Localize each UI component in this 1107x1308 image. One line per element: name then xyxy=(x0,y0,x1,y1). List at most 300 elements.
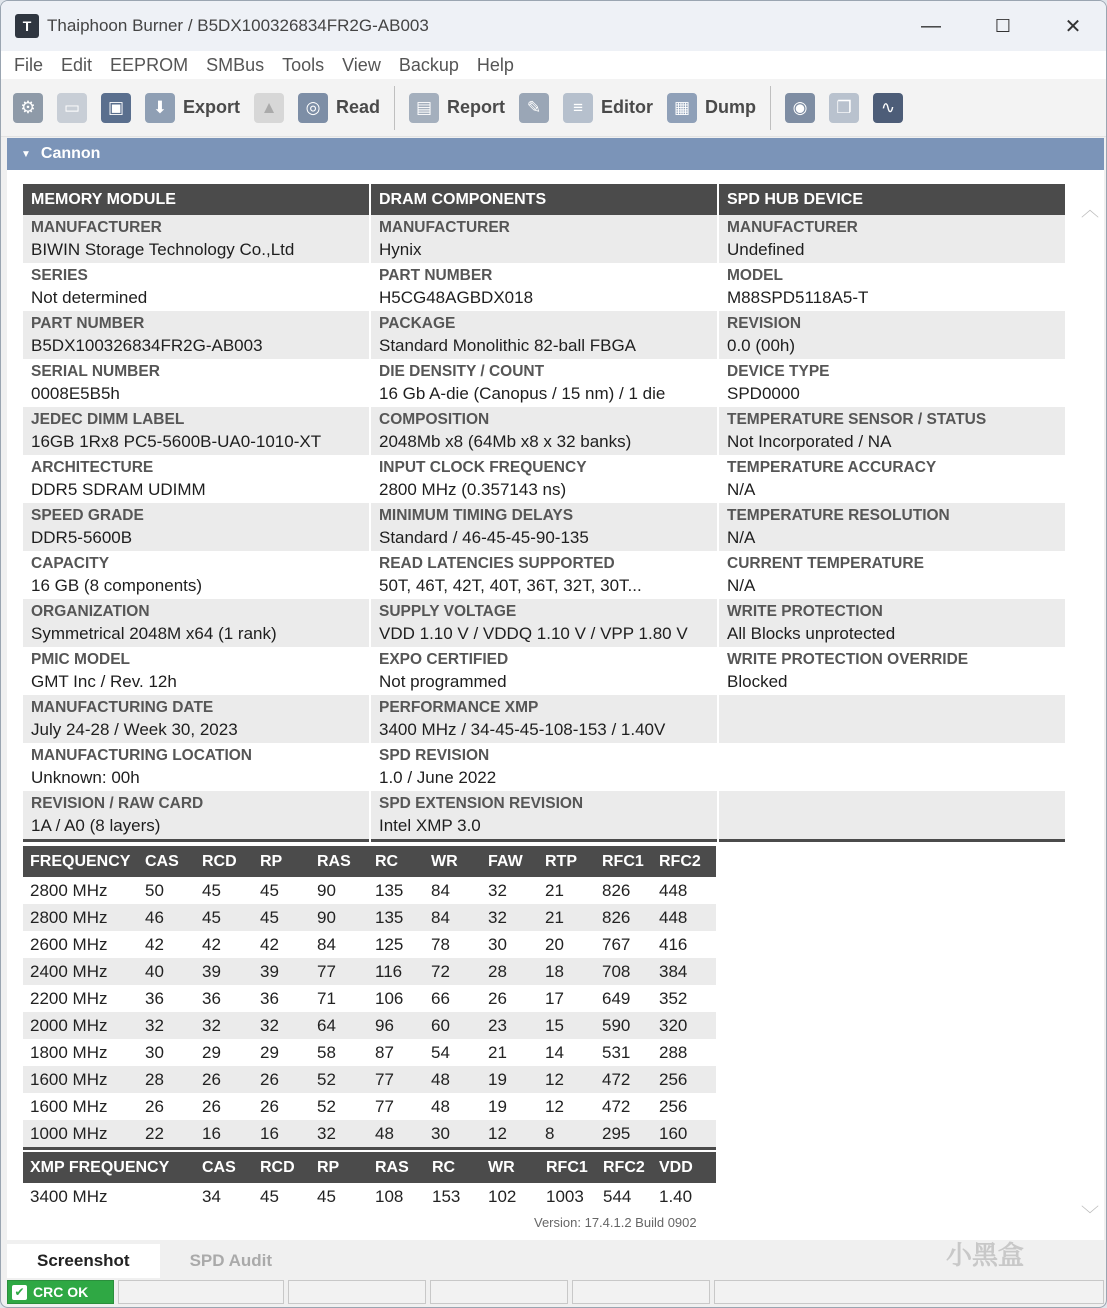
table-cell: 40 xyxy=(145,962,164,981)
table-cell: 34 xyxy=(202,1187,221,1206)
info-label: PERFORMANCE XMP xyxy=(379,699,539,716)
info-label: DEVICE TYPE xyxy=(727,363,830,380)
lock-button[interactable] xyxy=(254,86,284,130)
table-cell: 708 xyxy=(602,962,631,981)
table-cell: 26 xyxy=(202,1097,221,1116)
table-cell: 2800 MHz xyxy=(30,881,108,900)
column-header: DRAM COMPONENTS xyxy=(371,184,717,215)
column-heading: RCD xyxy=(260,1159,295,1176)
table-cell: 448 xyxy=(659,881,688,900)
minimize-button[interactable]: — xyxy=(921,14,941,37)
table-cell: 2400 MHz xyxy=(30,962,108,981)
info-cell xyxy=(371,407,717,455)
table-cell: 256 xyxy=(659,1097,688,1116)
info-label: MINIMUM TIMING DELAYS xyxy=(379,507,574,524)
app-logo-icon: T xyxy=(15,14,39,38)
table-header xyxy=(23,1152,716,1183)
close-button[interactable]: ✕ xyxy=(1064,15,1082,38)
table-cell: 448 xyxy=(659,908,688,927)
table-row xyxy=(23,1012,716,1039)
scroll-down-icon[interactable]: ﹀ xyxy=(1081,1205,1099,1225)
module-banner[interactable] xyxy=(7,138,1104,170)
scroll-up-icon[interactable]: ︿ xyxy=(1081,200,1099,220)
table-cell: 135 xyxy=(375,881,404,900)
table-cell: 116 xyxy=(375,962,403,981)
column-heading: RTP xyxy=(545,853,577,870)
table-row xyxy=(23,1039,716,1066)
info-label: TEMPERATURE SENSOR / STATUS xyxy=(727,411,987,428)
column-heading: RC xyxy=(375,853,399,870)
camera-icon: ◉ xyxy=(785,93,815,123)
table-cell: 767 xyxy=(602,935,631,954)
info-value: 1A / A0 (8 layers) xyxy=(31,816,161,835)
info-value: BIWIN Storage Technology Co.,Ltd xyxy=(31,240,295,259)
info-value: 2800 MHz (0.357143 ns) xyxy=(379,480,567,499)
info-label: MANUFACTURING LOCATION xyxy=(31,747,252,764)
info-label: SUPPLY VOLTAGE xyxy=(379,603,517,620)
watermark: 小黑盒 xyxy=(946,1240,1025,1270)
status-panel xyxy=(572,1280,710,1304)
report-icon: ▤ xyxy=(409,93,439,123)
table-cell: 160 xyxy=(659,1124,688,1143)
menu-backup[interactable]: Backup xyxy=(398,55,459,75)
info-value: B5DX100326834FR2G-AB003 xyxy=(31,336,263,355)
table-cell: 42 xyxy=(145,935,164,954)
table-cell: 45 xyxy=(202,881,221,900)
table-cell: 96 xyxy=(375,1016,394,1035)
tools-button[interactable] xyxy=(519,86,549,130)
copy-icon: ❐ xyxy=(829,93,859,123)
table-cell: 36 xyxy=(202,989,221,1008)
info-value: 16 GB (8 components) xyxy=(31,576,203,595)
table-row xyxy=(23,1066,716,1093)
info-cell xyxy=(23,215,369,263)
collapse-arrow-icon: ▼ xyxy=(21,148,31,160)
table-cell: 2600 MHz xyxy=(30,935,108,954)
menu-view[interactable]: View xyxy=(342,55,381,75)
column-heading: WR xyxy=(431,853,458,870)
column-heading: CAS xyxy=(145,853,179,870)
table-cell: 30 xyxy=(145,1043,164,1062)
table-cell: 87 xyxy=(375,1043,394,1062)
info-cell xyxy=(719,503,1065,551)
table-row xyxy=(23,1183,716,1210)
gear-icon: ⚙ xyxy=(13,93,43,123)
info-label: SPEED GRADE xyxy=(31,507,144,524)
info-cell xyxy=(719,215,1065,263)
column-header: MEMORY MODULE xyxy=(23,184,369,215)
column-heading: RFC2 xyxy=(603,1159,645,1176)
table-cell: 71 xyxy=(317,989,336,1008)
table-cell: 18 xyxy=(545,962,564,981)
info-value: GMT Inc / Rev. 12h xyxy=(31,672,177,691)
table-cell: 48 xyxy=(431,1070,450,1089)
info-label: PMIC MODEL xyxy=(31,651,131,668)
info-cell xyxy=(371,551,717,599)
table-cell: 77 xyxy=(375,1097,394,1116)
column-heading: RFC2 xyxy=(659,853,701,870)
table-cell: 48 xyxy=(375,1124,394,1143)
status-panel xyxy=(118,1280,284,1304)
table-cell: 26 xyxy=(145,1097,164,1116)
table-cell: 45 xyxy=(260,881,279,900)
info-value: 16GB 1Rx8 PC5-5600B-UA0-1010-XT xyxy=(31,432,322,451)
info-label: EXPO CERTIFIED xyxy=(379,651,509,668)
table-cell: 28 xyxy=(488,962,507,981)
info-value: 0.0 (00h) xyxy=(727,336,796,355)
info-cell xyxy=(371,599,717,647)
read-button[interactable] xyxy=(298,86,380,130)
column-heading: RP xyxy=(317,1159,340,1176)
info-label: CAPACITY xyxy=(31,555,110,572)
info-value: 0008E5B5h xyxy=(31,384,120,403)
table-cell: 12 xyxy=(545,1097,564,1116)
column-heading: WR xyxy=(488,1159,515,1176)
screenshot-tool-button[interactable] xyxy=(785,86,815,130)
toolbar-separator xyxy=(394,86,395,130)
info-label: REVISION xyxy=(727,315,802,332)
table-cell: 32 xyxy=(488,881,507,900)
maximize-button[interactable]: ☐ xyxy=(994,15,1012,36)
dram-components-column xyxy=(371,184,717,842)
column-heading: XMP FREQUENCY xyxy=(30,1159,170,1176)
table-cell: 21 xyxy=(545,908,564,927)
table-cell: 590 xyxy=(602,1016,631,1035)
info-cell xyxy=(719,647,1065,695)
info-cell xyxy=(23,503,369,551)
floppy-icon: ▣ xyxy=(101,93,131,123)
spd-hub-column xyxy=(719,184,1065,842)
table-cell: 106 xyxy=(375,989,404,1008)
table-cell: 23 xyxy=(488,1016,507,1035)
read-label: Read xyxy=(336,97,381,117)
table-cell: 32 xyxy=(145,1016,164,1035)
window-title: Thaiphoon Burner / B5DX100326834FR2G-AB003 xyxy=(47,16,429,35)
table-cell: 1003 xyxy=(546,1187,584,1206)
editor-icon: ≡ xyxy=(563,93,593,123)
table-cell: 45 xyxy=(260,1187,279,1206)
info-value: N/A xyxy=(727,576,756,595)
table-header xyxy=(23,846,716,877)
status-panel xyxy=(288,1280,426,1304)
wrench-icon: ✎ xyxy=(519,93,549,123)
table-cell: 32 xyxy=(317,1124,336,1143)
info-value: Not programmed xyxy=(379,672,507,691)
read-icon: ◎ xyxy=(298,93,328,123)
info-cell xyxy=(371,743,717,791)
status-panel xyxy=(430,1280,568,1304)
table-cell: 320 xyxy=(659,1016,688,1035)
table-cell: 649 xyxy=(602,989,631,1008)
settings-button[interactable] xyxy=(13,86,43,130)
menu-file[interactable]: File xyxy=(14,55,44,75)
table-cell: 84 xyxy=(431,908,450,927)
dump-button[interactable] xyxy=(667,86,756,130)
table-cell: 77 xyxy=(317,962,336,981)
info-value: Blocked xyxy=(727,672,788,691)
table-cell: 826 xyxy=(602,908,631,927)
copy-button[interactable] xyxy=(829,86,859,130)
table-cell: 66 xyxy=(431,989,450,1008)
column-heading: RFC1 xyxy=(602,853,644,870)
table-cell: 472 xyxy=(602,1070,631,1089)
info-cell xyxy=(719,359,1065,407)
table-divider xyxy=(23,1147,716,1150)
info-cell xyxy=(371,503,717,551)
column-heading: RC xyxy=(432,1159,456,1176)
table-cell: 84 xyxy=(317,935,336,954)
lock-icon: ▲ xyxy=(254,93,284,123)
editor-button[interactable] xyxy=(563,86,653,130)
table-row xyxy=(23,958,716,985)
table-cell: 45 xyxy=(260,908,279,927)
editor-label: Editor xyxy=(601,97,654,117)
info-value: 2048Mb x8 (64Mb x8 x 32 banks) xyxy=(379,432,632,451)
check-icon: ✔ xyxy=(12,1285,27,1300)
table-row xyxy=(23,1093,716,1120)
table-cell: 153 xyxy=(432,1187,461,1206)
dump-label: Dump xyxy=(705,97,757,117)
status-panel xyxy=(714,1280,1104,1304)
table-cell: 15 xyxy=(545,1016,564,1035)
table-row xyxy=(23,1120,716,1147)
info-cell xyxy=(23,695,369,743)
info-label: PART NUMBER xyxy=(31,315,145,332)
column-divider xyxy=(719,839,1065,842)
open-button[interactable] xyxy=(57,86,87,130)
toolbar xyxy=(1,79,1106,137)
table-cell: 29 xyxy=(202,1043,221,1062)
info-cell xyxy=(719,599,1065,647)
info-cell xyxy=(23,263,369,311)
info-label: MODEL xyxy=(727,267,783,284)
table-row xyxy=(23,931,716,958)
table-cell: 135 xyxy=(375,908,404,927)
info-cell xyxy=(23,551,369,599)
info-cell xyxy=(719,455,1065,503)
column-heading: VDD xyxy=(659,1159,693,1176)
table-cell: 125 xyxy=(375,935,404,954)
table-cell: 3400 MHz xyxy=(30,1187,108,1206)
toolbar-separator xyxy=(770,86,771,130)
table-cell: 60 xyxy=(431,1016,450,1035)
tab-screenshot[interactable]: Screenshot xyxy=(7,1244,160,1278)
info-label: TEMPERATURE RESOLUTION xyxy=(727,507,950,524)
folder-icon: ▭ xyxy=(57,93,87,123)
info-cell xyxy=(371,647,717,695)
info-label: PACKAGE xyxy=(379,315,456,332)
table-cell: 21 xyxy=(488,1043,507,1062)
table-cell: 30 xyxy=(488,935,507,954)
info-label: ORGANIZATION xyxy=(31,603,150,620)
table-cell: 42 xyxy=(260,935,279,954)
table-cell: 16 xyxy=(260,1124,279,1143)
info-value: H5CG48AGBDX018 xyxy=(379,288,534,307)
info-cell xyxy=(23,359,369,407)
info-label: MANUFACTURER xyxy=(31,219,162,236)
tab-spd-audit[interactable]: SPD Audit xyxy=(189,1251,273,1270)
info-cell xyxy=(719,551,1065,599)
column-divider xyxy=(371,839,717,842)
table-cell: 531 xyxy=(602,1043,631,1062)
menu-tools[interactable]: Tools xyxy=(282,55,325,75)
table-cell: 28 xyxy=(145,1070,164,1089)
info-cell xyxy=(371,359,717,407)
info-value: Hynix xyxy=(379,240,422,259)
version-label: Version: 17.4.1.2 Build 0902 xyxy=(534,1215,697,1230)
monitor-button[interactable] xyxy=(873,86,903,130)
table-cell: 16 xyxy=(202,1124,221,1143)
table-cell: 1800 MHz xyxy=(30,1043,108,1062)
info-cell xyxy=(371,791,717,839)
table-cell: 826 xyxy=(602,881,631,900)
table-cell: 77 xyxy=(375,1070,394,1089)
info-cell xyxy=(719,743,1065,791)
table-cell: 54 xyxy=(431,1043,450,1062)
export-button[interactable] xyxy=(145,86,240,130)
table-cell: 52 xyxy=(317,1070,336,1089)
title-bar xyxy=(1,1,1106,51)
menu-help[interactable]: Help xyxy=(476,55,514,75)
report-panel xyxy=(7,170,1104,1240)
dump-icon: ▦ xyxy=(667,93,697,123)
info-cell xyxy=(719,407,1065,455)
table-cell: 36 xyxy=(260,989,279,1008)
save-button[interactable] xyxy=(101,86,131,130)
column-divider xyxy=(23,839,369,842)
info-value: July 24-28 / Week 30, 2023 xyxy=(31,720,238,739)
table-cell: 1000 MHz xyxy=(30,1124,108,1143)
info-cell xyxy=(371,311,717,359)
table-cell: 45 xyxy=(317,1187,336,1206)
table-cell: 108 xyxy=(375,1187,404,1206)
table-cell: 90 xyxy=(317,881,336,900)
info-value: Standard / 46-45-45-90-135 xyxy=(379,528,589,547)
table-cell: 32 xyxy=(488,908,507,927)
table-cell: 48 xyxy=(431,1097,450,1116)
table-cell: 26 xyxy=(488,989,507,1008)
info-cell xyxy=(23,599,369,647)
info-label: DIE DENSITY / COUNT xyxy=(379,363,545,380)
table-cell: 12 xyxy=(545,1070,564,1089)
table-cell: 256 xyxy=(659,1070,688,1089)
info-value: N/A xyxy=(727,480,756,499)
info-cell xyxy=(719,791,1065,839)
table-cell: 32 xyxy=(202,1016,221,1035)
crc-status-text: CRC OK xyxy=(33,1284,89,1300)
column-heading: RAS xyxy=(375,1159,409,1176)
info-value: DDR5 SDRAM UDIMM xyxy=(31,480,206,499)
info-label: SERIES xyxy=(31,267,88,284)
table-cell: 2800 MHz xyxy=(30,908,108,927)
info-value: Undefined xyxy=(727,240,805,259)
column-heading: RAS xyxy=(317,853,351,870)
table-cell: 52 xyxy=(317,1097,336,1116)
menu-eeprom[interactable]: EEPROM xyxy=(110,55,189,75)
table-cell: 14 xyxy=(545,1043,564,1062)
column-heading: CAS xyxy=(202,1159,236,1176)
column-header: SPD HUB DEVICE xyxy=(719,184,1065,215)
table-cell: 90 xyxy=(317,908,336,927)
xmp-table xyxy=(23,1152,716,1210)
info-label: WRITE PROTECTION xyxy=(727,603,883,620)
table-cell: 64 xyxy=(317,1016,336,1035)
table-row xyxy=(23,985,716,1012)
column-heading: RP xyxy=(260,853,283,870)
table-cell: 39 xyxy=(260,962,279,981)
info-value: VDD 1.10 V / VDDQ 1.10 V / VPP 1.80 V xyxy=(379,624,688,643)
crc-status-badge xyxy=(7,1280,114,1304)
info-cell xyxy=(23,647,369,695)
info-value: DDR5-5600B xyxy=(31,528,133,547)
table-cell: 58 xyxy=(317,1043,336,1062)
tab-bar xyxy=(7,1244,1104,1278)
table-cell: 17 xyxy=(545,989,564,1008)
table-cell: 102 xyxy=(488,1187,517,1206)
info-cell xyxy=(23,455,369,503)
table-cell: 30 xyxy=(431,1124,450,1143)
info-cell xyxy=(371,215,717,263)
info-label: PART NUMBER xyxy=(379,267,493,284)
table-row xyxy=(23,904,716,931)
timing-table xyxy=(23,846,716,1150)
info-value: Symmetrical 2048M x64 (1 rank) xyxy=(31,624,277,643)
column-heading: FAW xyxy=(488,853,523,870)
info-cell xyxy=(719,695,1065,743)
table-cell: 2200 MHz xyxy=(30,989,108,1008)
info-value: 3400 MHz / 34-45-45-108-153 / 1.40V xyxy=(379,720,666,739)
info-label: JEDEC DIMM LABEL xyxy=(31,411,185,428)
info-value: Not determined xyxy=(31,288,148,307)
info-value: Intel XMP 3.0 xyxy=(379,816,481,835)
table-cell: 1600 MHz xyxy=(30,1070,108,1089)
table-cell: 78 xyxy=(431,935,450,954)
info-label: REVISION / RAW CARD xyxy=(31,795,204,812)
table-cell: 8 xyxy=(545,1124,555,1143)
info-label: CURRENT TEMPERATURE xyxy=(727,555,924,572)
info-label: SPD REVISION xyxy=(379,747,490,764)
report-button[interactable] xyxy=(409,86,505,130)
graph-icon: ∿ xyxy=(873,93,903,123)
table-cell: 72 xyxy=(431,962,450,981)
info-cell xyxy=(23,311,369,359)
status-bar xyxy=(7,1280,1104,1306)
table-cell: 1600 MHz xyxy=(30,1097,108,1116)
table-cell: 384 xyxy=(659,962,688,981)
table-cell: 1.40 xyxy=(659,1187,693,1206)
info-value: All Blocks unprotected xyxy=(727,624,896,643)
info-value: Not Incorporated / NA xyxy=(727,432,892,451)
info-label: TEMPERATURE ACCURACY xyxy=(727,459,937,476)
table-cell: 295 xyxy=(602,1124,631,1143)
table-cell: 46 xyxy=(145,908,164,927)
banner-label: Cannon xyxy=(40,145,101,162)
table-cell: 288 xyxy=(659,1043,688,1062)
info-value: 1.0 / June 2022 xyxy=(379,768,497,787)
info-cell xyxy=(719,311,1065,359)
menu-smbus[interactable]: SMBus xyxy=(206,55,265,75)
report-label: Report xyxy=(447,97,506,117)
info-cell xyxy=(719,263,1065,311)
table-cell: 22 xyxy=(145,1124,164,1143)
table-cell: 20 xyxy=(545,935,564,954)
column-heading: FREQUENCY xyxy=(30,853,131,870)
table-cell: 26 xyxy=(260,1097,279,1116)
info-label: SPD EXTENSION REVISION xyxy=(379,795,584,812)
menu-edit[interactable]: Edit xyxy=(61,55,93,75)
info-cell xyxy=(23,791,369,839)
table-cell: 29 xyxy=(260,1043,279,1062)
